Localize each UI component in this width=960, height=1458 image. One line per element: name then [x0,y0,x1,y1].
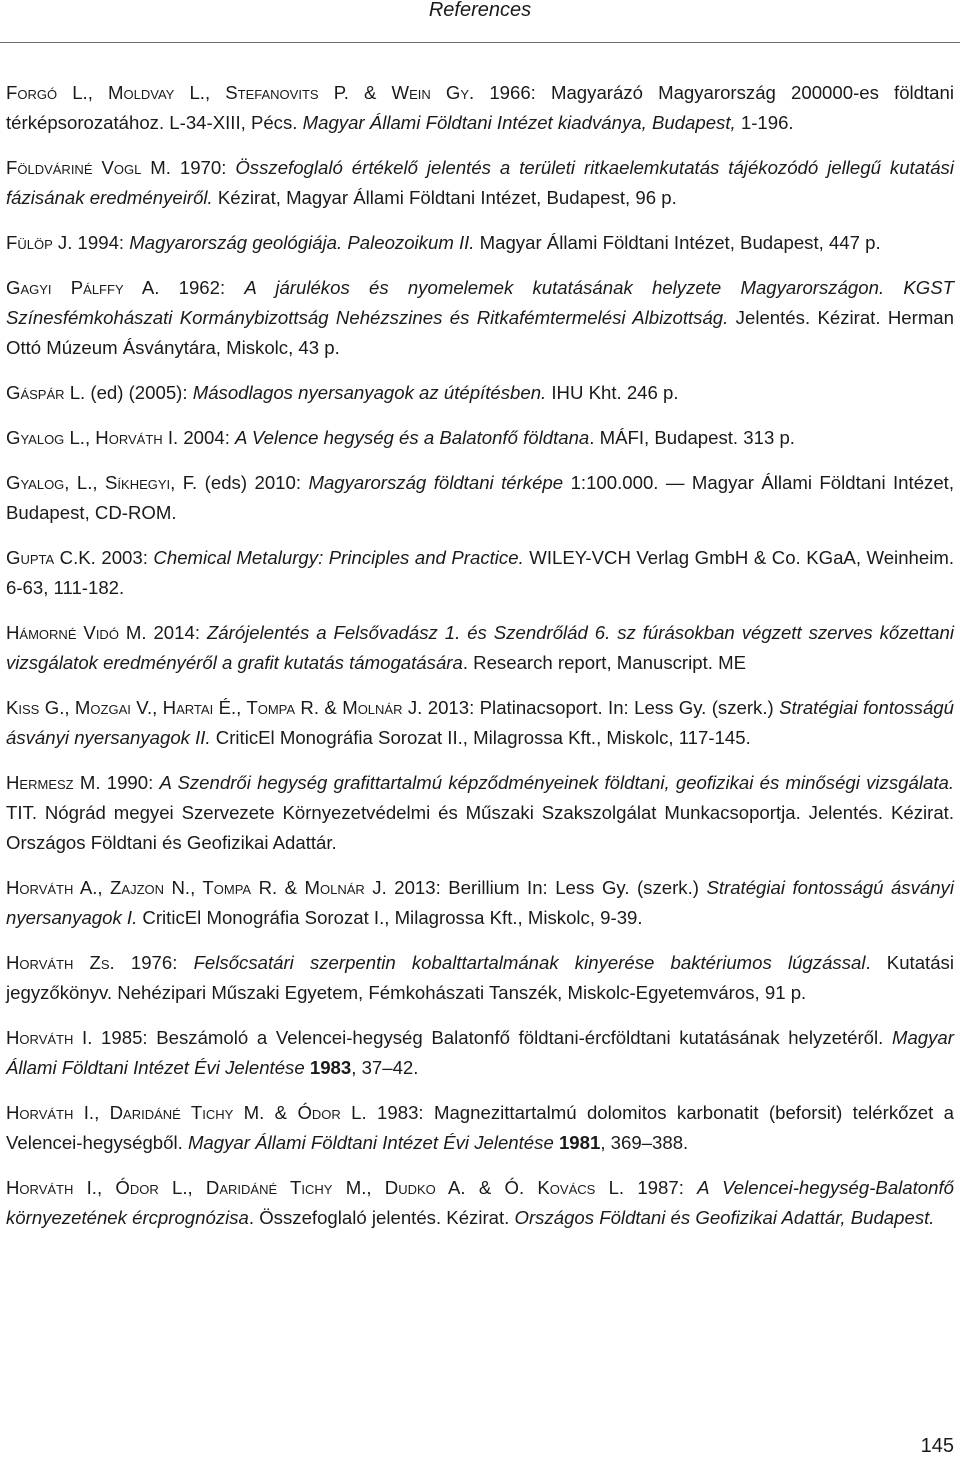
page-number: 145 [920,1435,954,1457]
header-title: References [428,0,532,21]
reference-entry [6,153,954,213]
reference-authors: Horváth A., Zajzon N., Tompa R. & Molnár J. [6,877,387,898]
reference-authors: Földváriné Vogl M. [6,157,171,178]
reference-entry [6,378,954,408]
reference-authors: Gupta C.K. [6,547,96,568]
reference-title: Stratégiai fontosságú ásványi nyersanyagok II. [6,697,954,748]
reference-text: (ed) (2005): [85,382,193,403]
reference-text: 1983: Magnezittartalmú dolomitos karbonatit (beforsit) telérkőzet a Velencei-hegységből. [6,1102,954,1153]
reference-authors: Hermesz M. [6,772,101,793]
reference-text: Magyar Állami Földtani Intézet, Budapest, 447 p. [474,232,881,253]
reference-title: Másodlagos nyersanyagok az útépítésben. [192,382,547,403]
reference-text: 1966: Magyarázó Magyarország 200000-es földtani térképsorozatához. L-34-XIII, Pécs. [6,82,954,133]
reference-title: Magyar Állami Földtani Intézet Évi Jelentése [6,1027,954,1078]
reference-title: Zárójelentés a Felsővadász 1. és Szendrőlád 6. sz fúrásokban végzett szerves kőzettani vizsgálatok eredményéről a grafit kutatás támogatására [6,622,954,673]
reference-authors: Horváth Zs. [6,952,115,973]
reference-list [6,78,954,1248]
reference-title: Magyarország geológiája. Paleozoikum II. [129,232,475,253]
reference-entry [6,1023,954,1083]
reference-text: IHU Kht. 246 p. [546,382,679,403]
reference-text: 2004: [178,427,236,448]
reference-title: Összefoglaló értékelő jelentés a területi ritkaelemkutatás tájékozódó jellegű kutatási fázisának eredményeiről. [6,157,954,208]
reference-entry [6,618,954,678]
reference-title: A Velencei-hegység-Balatonfő környezetének ércprognózisa [6,1177,954,1228]
reference-text: 2014: [146,622,207,643]
reference-authors: Kiss G., Mozgai V., Hartai É., Tompa R. & Molnár J. [6,697,423,718]
reference-authors: Gagyi Pálffy A. [6,277,160,298]
reference-authors: Forgó L., Moldvay L., Stefanovits P. & Wein Gy. [6,82,475,103]
reference-text: Jelentés. Kézirat. Herman Ottó Múzeum Ásványtára, Miskolc, 43 p. [6,307,954,358]
reference-entry [6,1173,954,1233]
reference-text: 2003: [95,547,154,568]
reference-authors: Fülöp J. [6,232,73,253]
reference-entry [6,693,954,753]
reference-authors: Gáspár L. [6,382,86,403]
reference-text: 1-196. [735,112,794,133]
reference-text: . MÁFI, Budapest. 313 p. [589,427,795,448]
reference-entry [6,273,954,363]
reference-authors: Horváth I. [6,1027,93,1048]
reference-entry [6,468,954,528]
reference-text: Kézirat, Magyar Állami Földtani Intézet, Budapest, 96 p. [212,187,677,208]
reference-text: 2013: Berillium In: Less Gy. (szerk.) [386,877,707,898]
reference-text: (eds) 2010: [197,472,309,493]
reference-title: A járulékos és nyomelemek kutatásának helyzete Magyarországon. KGST Színesfémkohászati Kormánybizottság Nehézszines és Ritkafémtermelési Albizottság. [6,277,954,328]
reference-volume: 1981 [558,1132,601,1153]
reference-text: 1:100.000. — Magyar Állami Földtani Intézet, Budapest, CD-ROM. [6,472,955,523]
reference-entry [6,1098,954,1158]
reference-title: Magyarország földtani térképe [308,472,564,493]
reference-authors: Gyalog L., Horváth I. [6,427,179,448]
reference-title: Országos Földtani és Geofizikai Adattár, Budapest. [514,1207,935,1228]
reference-volume: 1983 [309,1057,352,1078]
reference-text: 1985: Beszámoló a Velencei-hegység Balatonfő földtani-ércföldtani kutatásának helyzetéről. [92,1027,892,1048]
reference-entry [6,873,954,933]
reference-text: . Összefoglaló jelentés. Kézirat. [248,1207,515,1228]
reference-title: Chemical Metalurgy: Principles and Practice. [153,547,524,568]
reference-entry [6,423,954,453]
reference-entry [6,543,954,603]
reference-text: 1962: [159,277,245,298]
reference-title: Magyar Állami Földtani Intézet kiadványa, Budapest, [302,112,736,133]
reference-text: CriticEl Monográfia Sorozat I., Milagrossa Kft., Miskolc, 9-39. [137,907,643,928]
reference-text: 2013: Platinacsoport. In: Less Gy. (szerk.) [422,697,780,718]
reference-title: A Velence hegység és a Balatonfő földtana [235,427,590,448]
reference-authors: Hámorné Vidó M. [6,622,147,643]
reference-title: Stratégiai fontosságú ásványi nyersanyagok I. [6,877,954,928]
reference-authors: Horváth I., Daridáné Tichy M. & Ódor L. [6,1102,367,1123]
reference-authors: Gyalog, L., Síkhegyi, F. [6,472,198,493]
reference-text: . Research report, Manuscript. ME [462,652,746,673]
reference-text: 1990: [100,772,160,793]
reference-title: Magyar Állami Földtani Intézet Évi Jelentése [187,1132,554,1153]
reference-authors: Horváth I., Ódor L., Daridáné Tichy M., Dudko A. & Ó. Kovács L. [6,1177,625,1198]
reference-text: 1976: [114,952,194,973]
reference-text: CriticEl Monográfia Sorozat II., Milagrossa Kft., Miskolc, 117-145. [210,727,751,748]
reference-text: . Kutatási jegyzőkönyv. Nehézipari Műszaki Egyetem, Fémkohászati Tanszék, Miskolc-Egyetemváros, 91 p. [6,952,954,1003]
reference-text: , 369–388. [600,1132,689,1153]
reference-entry [6,78,954,138]
running-header [0,0,960,43]
reference-text: WILEY-VCH Verlag GmbH & Co. KGaA, Weinheim. 6-63, 111-182. [6,547,954,598]
reference-title: Felsőcsatári szerpentin kobalttartalmának kinyerése baktériumos lúgzással [193,952,866,973]
reference-text: 1994: [72,232,130,253]
reference-text: 1970: [170,157,236,178]
reference-entry [6,948,954,1008]
reference-text: 1987: [624,1177,698,1198]
reference-entry [6,768,954,858]
reference-text: , 37–42. [351,1057,419,1078]
reference-text: TIT. Nógrád megyei Szervezete Környezetvédelmi és Műszaki Szakszolgálat Munkacsoportja. Jelentés. Kézirat. Országos Földtani és Geofizikai Adattár. [6,802,954,853]
reference-entry [6,228,954,258]
reference-title: A Szendrői hegység grafittartalmú képződményeinek földtani, geofizikai és minőségi vizsgálata. [159,772,954,793]
